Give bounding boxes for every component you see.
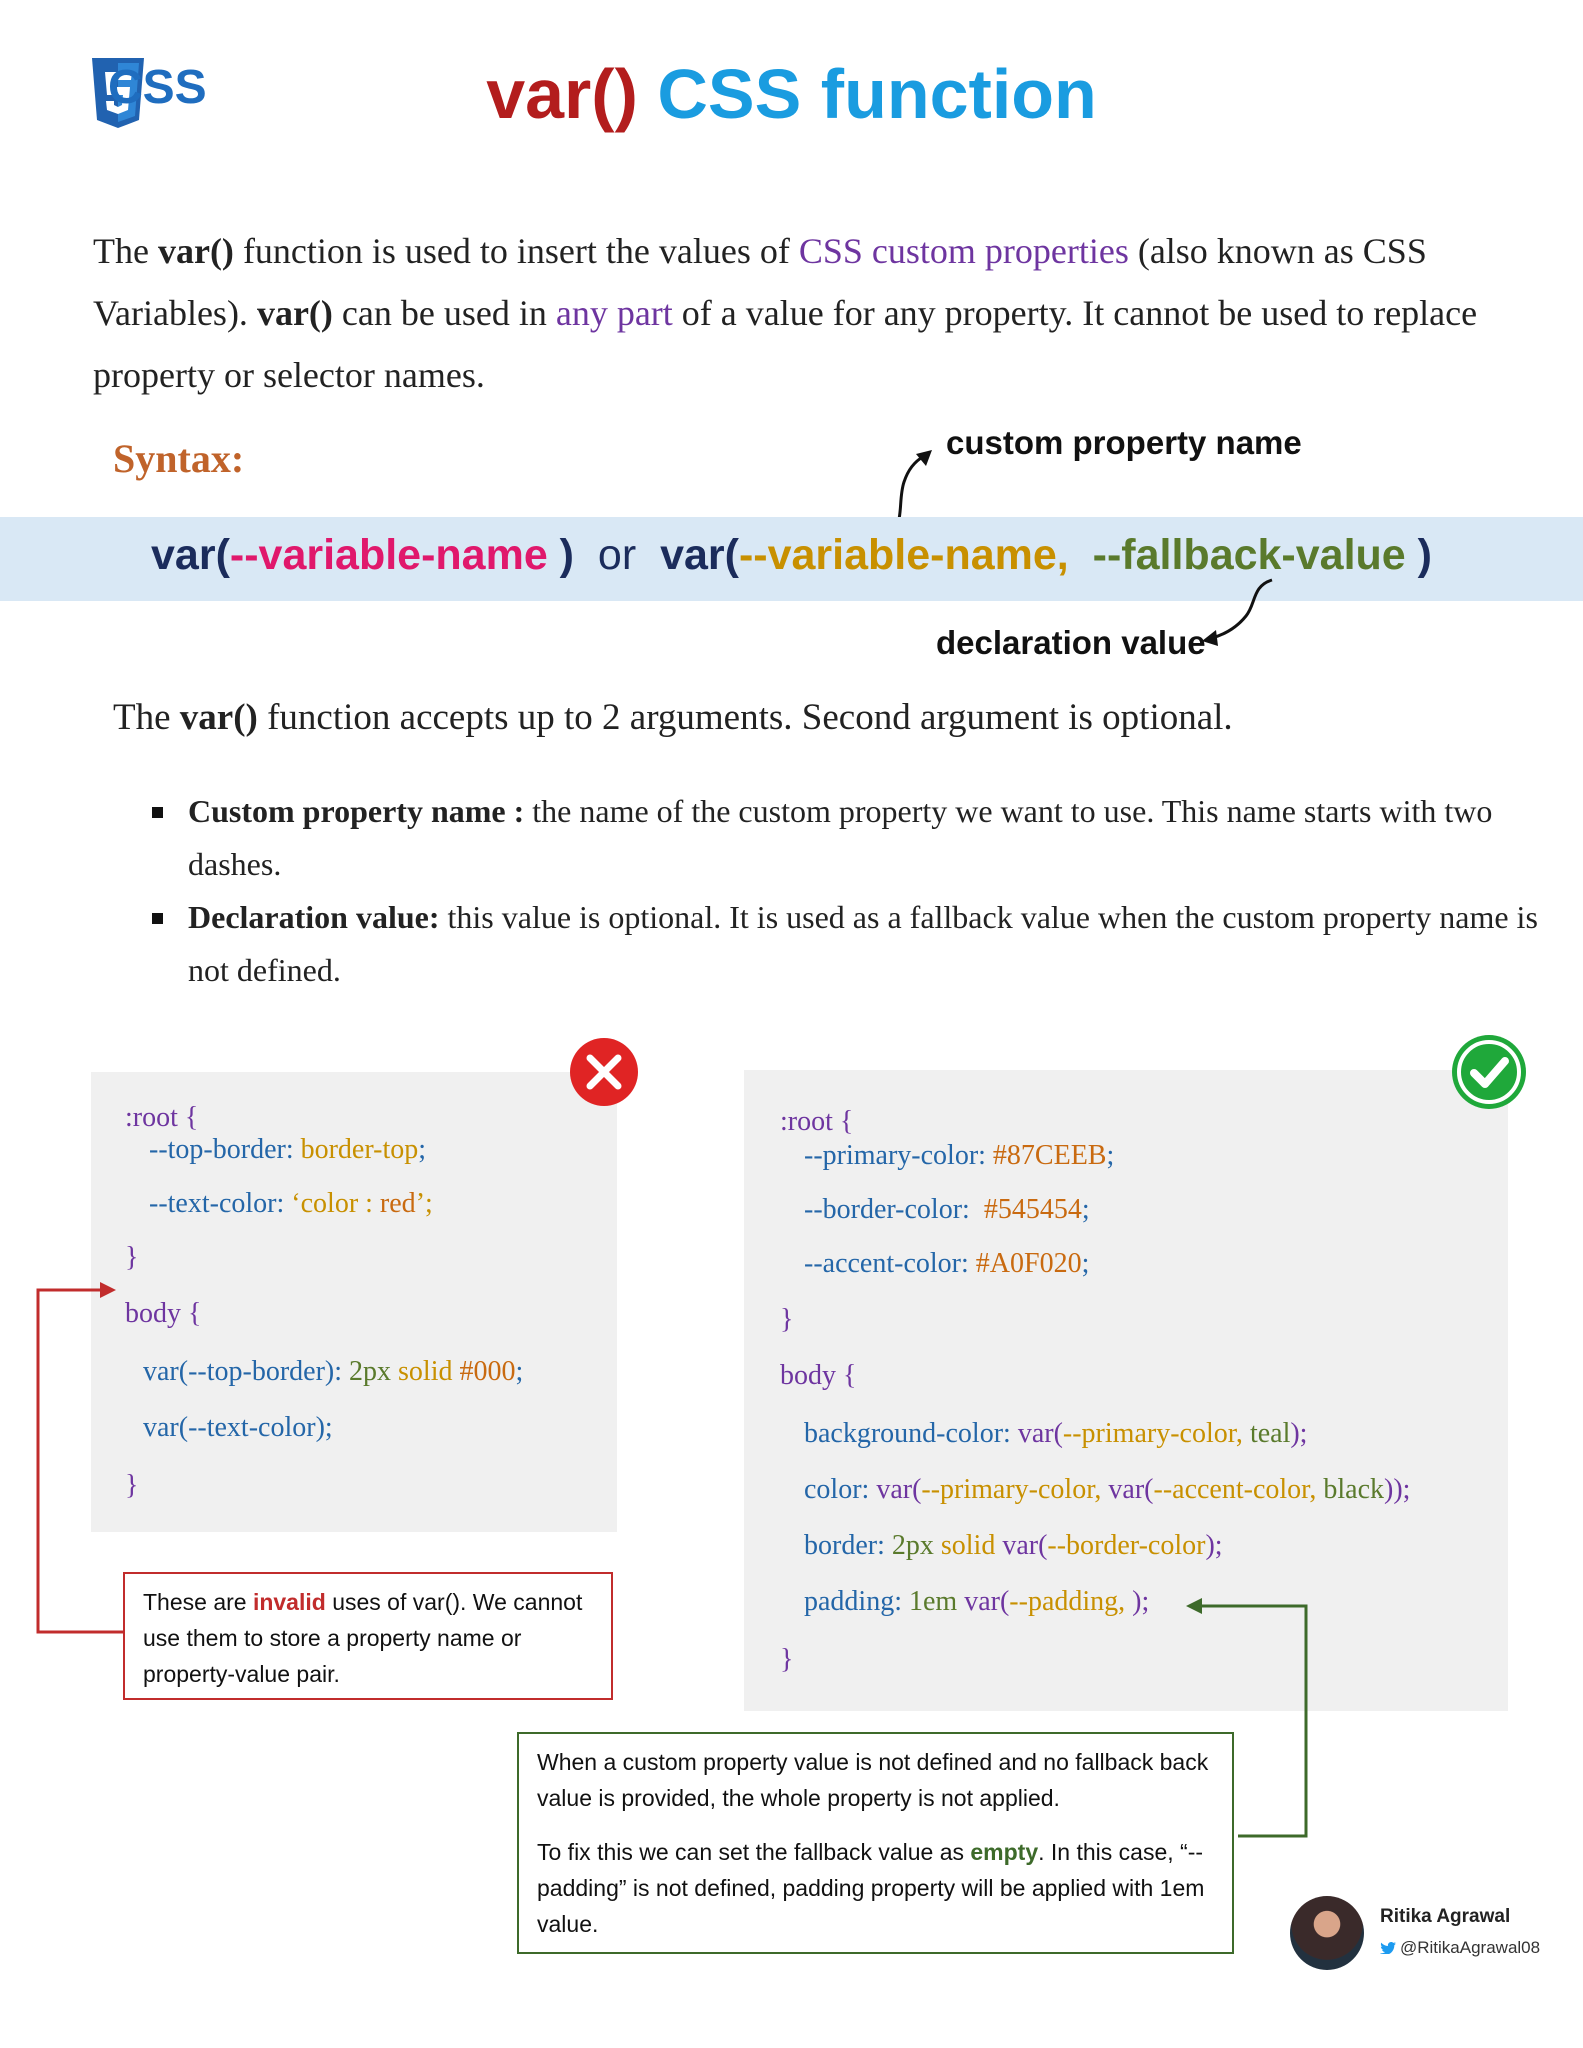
code-fn: var( [1017,1418,1063,1449]
code-line: } [125,1470,139,1501]
bullet-declaration-value [188,891,1548,997]
syntax-fallback-value: --fallback-value [1092,531,1406,579]
note-text: uses of var(). We cannot use them to store a property name or property-value pair. [143,1589,583,1687]
code-value: ‘color : [291,1188,380,1219]
code-line: } [780,1644,794,1675]
author-name: Ritika Agrawal [1380,1906,1511,1927]
css-logo-text: CSS [108,61,207,114]
code-line [804,1418,1307,1450]
code-punct: ; [515,1356,524,1387]
code-punct: ; [1081,1248,1090,1279]
intro-highlight-any-part: any part [555,293,673,333]
intro-var-keyword: var() [157,231,234,271]
code-line: body { [780,1360,857,1391]
intro-highlight-custom-properties: CSS custom properties [798,231,1129,271]
code-punct: ); [1132,1586,1150,1617]
code-punct: ’; [415,1188,433,1219]
code-value: 1em [909,1586,965,1617]
code-fn: var( [964,1586,1010,1617]
bullet-custom-property-name [188,785,1548,891]
bullet-text: the name of the custom property we want to use. This name starts with two dashes. [188,793,1493,882]
arrow-left-icon [1196,576,1282,656]
twitter-bird-icon [1380,1942,1396,1954]
code-value: 2px [349,1356,399,1387]
note-text: To fix this we can set the fallback value as [537,1839,971,1865]
code-value: solid [940,1530,1003,1561]
declaration-value-label: declaration value [936,624,1206,661]
syntax-variable-name: --variable-name [229,531,548,579]
syntax-var-close: ) [547,531,575,579]
code-line [804,1530,1223,1562]
code-prop: color: [804,1474,877,1505]
invalid-connector-arrow-icon [30,1278,130,1638]
code-line [149,1188,433,1220]
intro-var-keyword: var() [256,293,333,333]
syntax-variable-name-2: --variable-name, [738,531,1069,579]
intro-text: The [93,231,158,271]
code-prop: var(--top-border): [143,1356,350,1387]
note-empty-keyword: empty [970,1839,1039,1865]
syntax-heading: Syntax: [113,436,245,481]
accepts-paragraph [113,696,1233,739]
code-line: :root { [125,1102,199,1133]
valid-note [517,1732,1234,1954]
code-punct: )); [1384,1474,1411,1505]
title-var: var() [486,55,638,133]
valid-check-icon [1450,1033,1528,1111]
syntax-or: or [597,531,637,579]
code-value: #87CEEB [992,1140,1107,1171]
accepts-var-keyword: var() [179,697,258,738]
code-prop: background-color: [804,1418,1018,1449]
bullet-term: Custom property name : [188,793,525,829]
author-handle-row [1380,1938,1540,1958]
code-line: } [125,1242,139,1273]
code-value: solid [398,1356,460,1387]
valid-code-box [744,1070,1508,1711]
code-arg: --padding, [1009,1586,1133,1617]
code-value: 2px [891,1530,941,1561]
syntax-var-close: ) [1405,531,1432,579]
code-fn: var( [876,1474,922,1505]
code-value: border-top [300,1134,419,1165]
syntax-line [0,531,1583,580]
code-line [804,1586,1149,1618]
accepts-text: The [113,697,180,738]
code-punct: ); [1290,1418,1308,1449]
bullet-square-icon [152,807,163,818]
code-prop: padding: [804,1586,909,1617]
bullet-text: this value is optional. It is used as a fallback value when the custom property name is not defined. [188,899,1538,988]
syntax-var-open: var( [660,531,739,579]
code-prop: --primary-color: [804,1140,993,1171]
title-css-function: CSS function [657,55,1097,133]
code-value: #000 [459,1356,516,1387]
note-paragraph [537,1834,1214,1942]
code-punct: ; [1106,1140,1115,1171]
intro-text: can be used in [332,293,556,333]
invalid-x-icon [568,1036,640,1108]
author-handle: @RitikaAgrawal08 [1400,1938,1541,1957]
code-prop: --top-border: [149,1134,301,1165]
code-arg: --primary-color, [921,1474,1109,1505]
code-line [804,1248,1089,1280]
code-line: body { [125,1298,202,1329]
accepts-text: function accepts up to 2 arguments. Second argument is optional. [257,697,1233,738]
code-value: red [379,1188,416,1219]
custom-property-name-label: custom property name [946,424,1302,461]
intro-text: of a value for any property. It cannot be used to replace property or selector names. [93,293,1478,395]
code-prop: --text-color: [149,1188,292,1219]
intro-paragraph [93,220,1503,406]
code-fn: var( [1002,1530,1048,1561]
code-fallback: black [1323,1474,1385,1505]
code-line [804,1140,1114,1172]
page-title [0,54,1583,134]
code-punct: ; [1081,1194,1090,1225]
code-line [804,1194,1090,1226]
invalid-code-box [91,1072,617,1532]
code-value: #545454 [983,1194,1082,1225]
code-arg: --accent-color, [1153,1474,1324,1505]
code-fn: var( [1108,1474,1154,1505]
bullet-term: Declaration value: [188,899,440,935]
note-paragraph: When a custom property value is not defined and no fallback back value is provided, the whole property is not applied. [537,1749,1209,1811]
code-line [149,1134,426,1166]
code-prop: border: [804,1530,892,1561]
intro-text: function is used to insert the values of [233,231,799,271]
invalid-note [123,1572,613,1700]
code-punct: ); [1205,1530,1223,1561]
code-line: var(--text-color); [143,1412,333,1443]
code-prop: --border-color: [804,1194,984,1225]
code-punct: ; [418,1134,427,1165]
code-arg: --primary-color, [1062,1418,1250,1449]
code-line: } [780,1304,794,1335]
note-invalid-keyword: invalid [252,1589,326,1615]
note-text: . In this case, “--padding” is not defined, padding property will be applied with 1em value. [537,1839,1205,1937]
syntax-var-open: var( [151,531,230,579]
bullet-square-icon [152,913,163,924]
code-line [143,1356,523,1388]
code-prop: --accent-color: [804,1248,976,1279]
code-value: #A0F020 [975,1248,1082,1279]
note-text: These are [143,1589,253,1615]
code-fallback: teal [1249,1418,1291,1449]
code-line [804,1474,1410,1506]
code-arg: --border-color [1047,1530,1206,1561]
author-avatar [1290,1896,1364,1970]
intro-text: (also known as CSS Variables). [93,231,1427,333]
code-line: :root { [780,1106,854,1137]
